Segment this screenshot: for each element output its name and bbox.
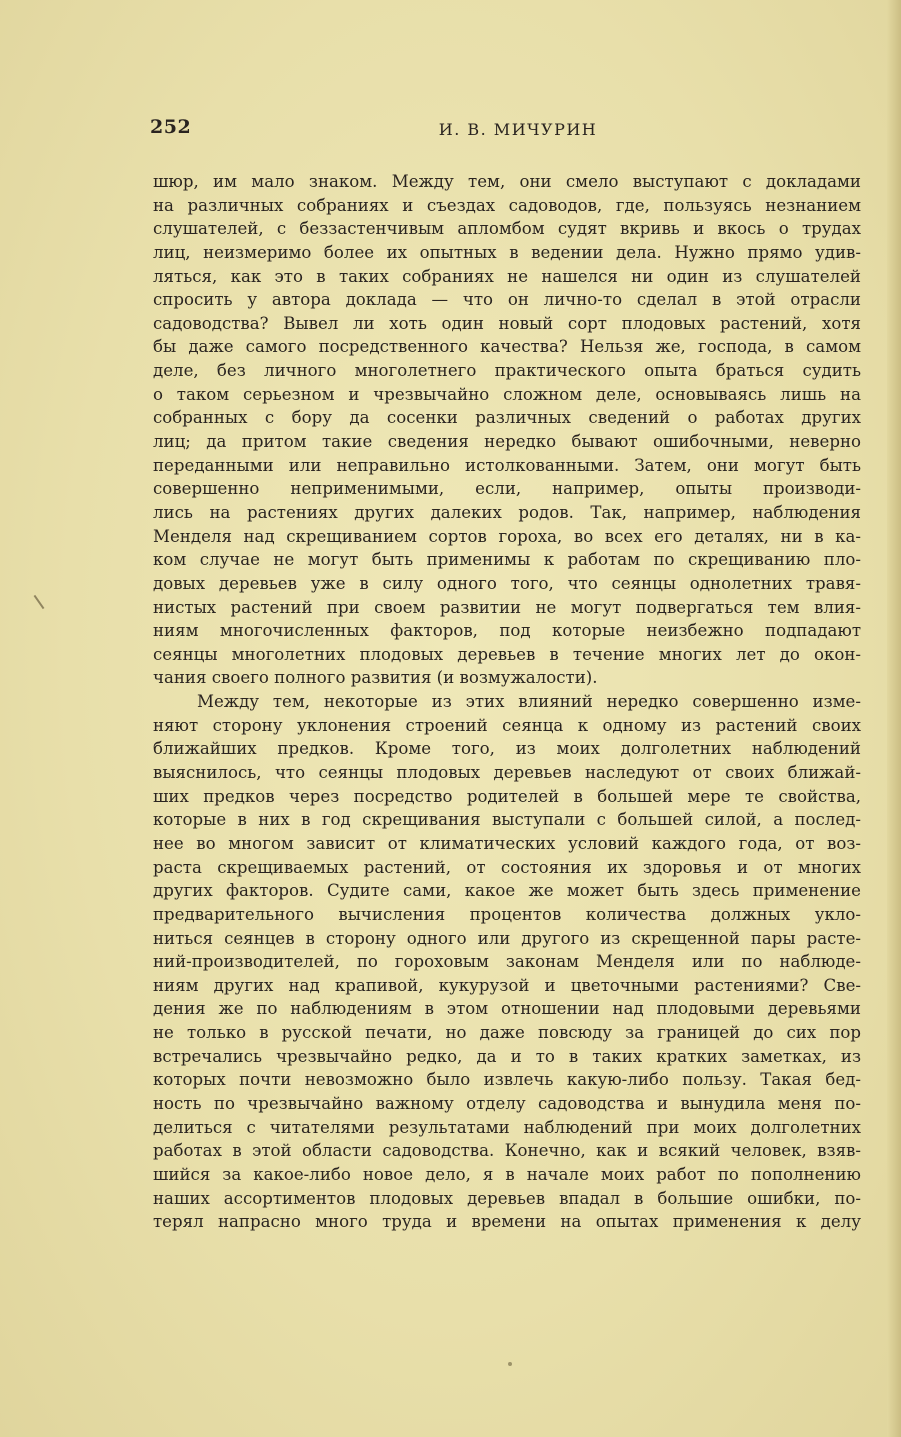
text-line: чания своего полного развития (и возмужалости). (153, 668, 598, 688)
text-line: наших ассортиментов плодовых деревьев впадал в большие ошибки, по- (153, 1188, 861, 1208)
text-line: няют сторону уклонения строений сеянца к одному из растений своих (153, 715, 861, 735)
text-line: лиц; да притом такие сведения нередко бывают ошибочными, неверно (153, 432, 861, 452)
text-line: работах в этой области садоводства. Конечно, как и всякий человек, взяв- (153, 1141, 861, 1161)
text-line: переданными или неправильно истолкованными. Затем, они могут быть (153, 455, 861, 475)
paper-speck (508, 1362, 512, 1366)
text-line: лись на растениях других далеких родов. Так, например, наблюдения (153, 502, 861, 522)
text-line: довых деревьев уже в силу одного того, что сеянцы однолетних травя- (153, 573, 861, 593)
text-line: выяснилось, что сеянцы плодовых деревьев наследуют от своих ближай- (153, 763, 861, 783)
body-text (153, 170, 861, 1234)
text-line: других факторов. Судите сами, какое же может быть здесь применение (153, 881, 861, 901)
text-line: предварительного вычисления процентов количества должных укло- (153, 904, 861, 924)
page-header (150, 116, 862, 146)
text-line: садоводства? Вывел ли хоть один новый сорт плодовых растений, хотя (153, 313, 861, 333)
page-edge-shadow (887, 0, 901, 1437)
text-line: о таком серьезном и чрезвычайно сложном деле, основываясь лишь на (153, 384, 861, 404)
text-line: которые в них в год скрещивания выступали с большей силой, а послед- (153, 810, 861, 830)
text-line: ближайших предков. Кроме того, из моих долголетних наблюдений (153, 739, 861, 759)
text-line: нее во многом зависит от климатических условий каждого года, от воз- (153, 833, 861, 853)
text-line: дения же по наблюдениям в этом отношении над плодовыми деревьями (153, 999, 861, 1019)
text-line: деле, без личного многолетнего практического опыта браться судить (153, 361, 861, 381)
text-line: собранных с бору да сосенки различных сведений о работах других (153, 408, 861, 428)
running-head: И. В. МИЧУРИН (438, 120, 598, 139)
text-line: встречались чрезвычайно редко, да и то в таких кратких заметках, из (153, 1046, 861, 1066)
margin-mark (34, 595, 45, 609)
text-line: не только в русской печати, но даже повсюду за границей до сих пор (153, 1023, 861, 1043)
text-line: шюр, им мало знаком. Между тем, они смело выступают с докладами (153, 172, 861, 191)
text-line: шийся за какое-либо новое дело, я в начале моих работ по пополнению (153, 1164, 861, 1184)
text-line: Менделя над скрещиванием сортов гороха, во всех его деталях, ни в ка- (153, 526, 861, 546)
text-line: ность по чрезвычайно важному отделу садоводства и вынудила меня по- (153, 1093, 861, 1113)
text-line: терял напрасно много труда и времени на опытах применения к делу (153, 1212, 861, 1232)
text-line: слушателей, с беззастенчивым апломбом судят вкривь и вкось о трудах (153, 219, 861, 239)
text-line: которых почти невозможно было извлечь какую-либо пользу. Такая бед- (153, 1070, 861, 1090)
text-line: сеянцы многолетних плодовых деревьев в течение многих лет до окон- (153, 644, 861, 664)
text-line: на различных собраниях и съездах садоводов, где, пользуясь незнанием (153, 195, 861, 215)
text-line: ниться сеянцев в сторону одного или другого из скрещенной пары расте- (153, 928, 861, 948)
text-line: ниям других над крапивой, кукурузой и цветочными растениями? Све- (153, 975, 861, 995)
text-line: ляться, как это в таких собраниях не нашелся ни один из слушателей (153, 266, 861, 286)
text-line: делиться с читателями результатами наблюдений при моих долголетних (153, 1117, 861, 1137)
text-line: ком случае не могут быть применимы к работам по скрещиванию пло- (153, 550, 861, 570)
text-line: ших предков через посредство родителей в большей мере те свойства, (153, 786, 861, 806)
text-line: спросить у автора доклада — что он лично-то сделал в этой отрасли (153, 290, 861, 310)
text-line: Между тем, некоторые из этих влияний нередко совершенно изме- (197, 692, 861, 712)
text-line: бы даже самого посредственного качества? Нельзя же, господа, в самом (153, 337, 861, 357)
text-line: ниям многочисленных факторов, под которые неизбежно подпадают (153, 621, 861, 641)
text-line: лиц, неизмеримо более их опытных в ведении дела. Нужно прямо удив- (153, 242, 861, 262)
page-number: 252 (150, 116, 192, 138)
text-line: раста скрещиваемых растений, от состояния их здоровья и от многих (153, 857, 861, 877)
text-line: ний-производителей, по гороховым законам Менделя или по наблюде- (153, 952, 861, 972)
text-line: нистых растений при своем развитии не могут подвергаться тем влия- (153, 597, 861, 617)
text-line: совершенно неприменимыми, если, например, опыты производи- (153, 479, 861, 499)
